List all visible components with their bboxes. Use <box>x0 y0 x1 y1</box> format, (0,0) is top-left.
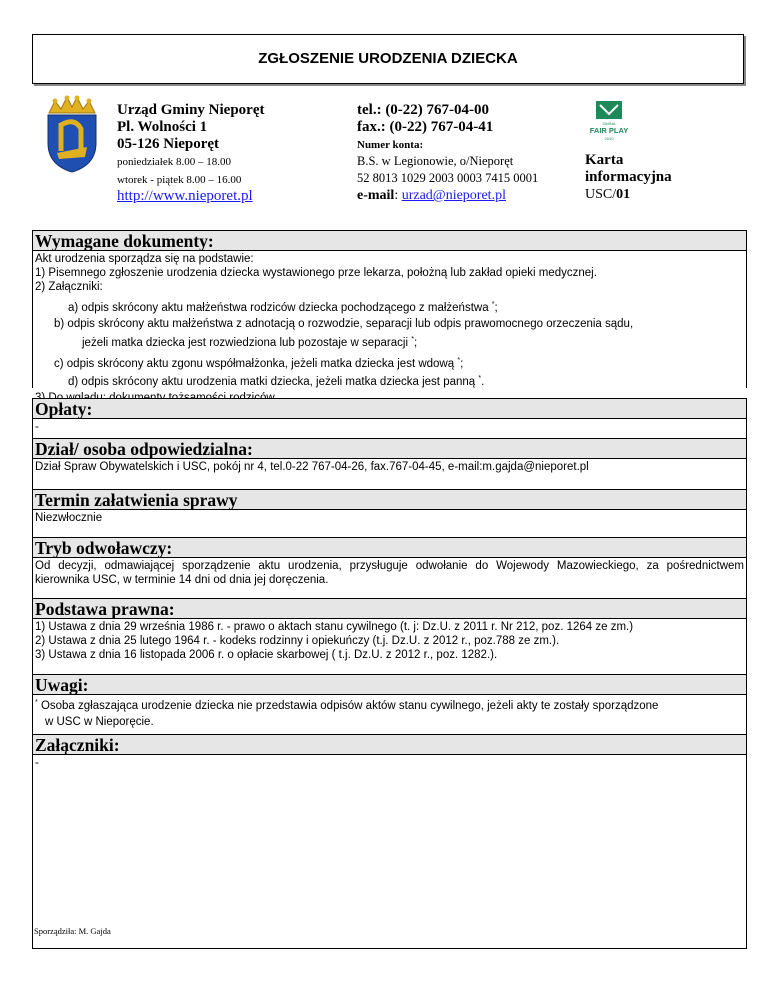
card-code <box>585 187 630 203</box>
section-body-department <box>32 459 747 489</box>
office-postal: 05-126 Nieporęt <box>117 136 220 152</box>
notes-line-2: w USC w Nieporęcie. <box>45 715 154 728</box>
section-heading-deadline: Termin załatwienia sprawy <box>32 489 747 510</box>
section-heading-department: Dział/ osoba odpowiedzialna: <box>32 438 747 459</box>
deadline-text: Niezwłocznie <box>35 512 103 524</box>
account-label: Numer konta: <box>357 139 424 151</box>
fair-play-text: FAIR PLAY <box>589 126 629 135</box>
section-body-attachments <box>32 755 747 948</box>
documents-item-2: 2) Załączniki: <box>35 281 103 293</box>
section-heading-documents: Wymagane dokumenty: <box>32 230 747 251</box>
card-code-prefix: USC/ <box>585 187 617 202</box>
documents-sub-d: d) odpis skrócony aktu urodzenia matki dziecka, jeżeli matka dziecka jest panną *. <box>68 375 485 389</box>
fax-number: fax.: (0-22) 767-04-41 <box>357 119 494 135</box>
phone-number: tel.: (0-22) 767-04-00 <box>357 102 490 118</box>
legal-line-1: 1) Ustawa z dnia 29 września 1986 r. - prawo o aktach stanu cywilnego (t. j: Dz.U. z 2011 r. Nr 212, poz. 1264 ze zm.) <box>35 621 634 633</box>
section-body-fees <box>32 419 747 438</box>
documents-item-1: 1) Pisemnego zgłoszenie urodzenia dziecka wystawionego prze lekarza, położną lub zakład opieki medycznej. <box>35 267 597 279</box>
legal-line-2: 2) Ustawa z dnia 25 lutego 1964 r. - kodeks rodzinny i opiekuńczy (t.j. Dz.U. z 2012 r., poz.788 ze zm.). <box>35 635 560 647</box>
office-address: Pl. Wolności 1 <box>117 119 208 135</box>
attachments-text: - <box>35 757 39 769</box>
fair-play-sub: 2010 <box>604 136 614 141</box>
documents-intro: Akt urodzenia sporządza się na podstawie: <box>35 253 254 265</box>
section-body-documents <box>32 251 747 388</box>
website-link[interactable]: http://www.nieporet.pl <box>117 188 253 204</box>
fees-text: - <box>35 421 39 433</box>
section-heading-notes: Uwagi: <box>32 674 747 695</box>
documents-sub-b-1: b) odpis skrócony aktu małżeństwa z adnotacją o rozwodzie, separacji lub odpis prawomocnego orzeczenia sądu, <box>54 317 634 330</box>
bank-name: B.S. w Legionowie, o/Nieporęt <box>357 154 514 168</box>
appeal-text: Od decyzji, odmawiającej sporządzenie aktu urodzenia, przysługuje odwołanie do Wojewody Mazowieckiego, za pośrednictwem kierownika USC, w terminie 14 dni od dnia jej doręczenia. <box>35 560 744 586</box>
bottom-border <box>32 948 747 949</box>
email-link[interactable]: urzad@nieporet.pl <box>401 188 506 203</box>
section-body-legal <box>32 619 747 674</box>
section-heading-appeal: Tryb odwoławczy: <box>32 537 747 558</box>
fair-play-logo-icon <box>596 101 622 119</box>
section-body-appeal <box>32 558 747 598</box>
documents-sub-c: c) odpis skrócony aktu zgonu współmałżonka, jeżeli matka dziecka jest wdową *; <box>54 356 464 370</box>
office-hours-2: wtorek - piątek 8.00 – 16.00 <box>117 174 242 186</box>
email-label: e-mail <box>357 188 395 203</box>
section-heading-attachments: Załączniki: <box>32 734 747 755</box>
documents-sub-a: a) odpis skrócony aktu małżeństwa rodziców dziecka pochodzącego z małżeństwa *; <box>68 301 498 314</box>
card-code-number: 01 <box>616 187 631 202</box>
department-text: Dział Spraw Obywatelskich i USC, pokój nr 4, tel.0-22 767-04-26, fax.767-04-45, e-mail:m.gajda@nieporet.pl <box>35 461 589 473</box>
legal-line-3: 3) Ustawa z dnia 16 listopada 2006 r. o opłacie skarbowej ( t.j. Dz.U. z 2012 r., poz. 1282.). <box>35 649 498 661</box>
prepared-by: Sporządziła: M. Gajda <box>34 926 111 936</box>
section-body-deadline <box>32 510 747 537</box>
section-heading-legal: Podstawa prawna: <box>32 598 747 619</box>
document-title: ZGŁOSZENIE URODZENIA DZIECKA <box>32 34 744 84</box>
notes-line-1: * Osoba zgłaszająca urodzenie dziecka nie przedstawia odpisów aktów stanu cywilnego, jeżeli akty te zostały sporządzone <box>35 699 659 712</box>
coat-of-arms-icon <box>45 95 99 173</box>
office-hours-1: poniedziałek 8.00 – 18.00 <box>117 156 231 168</box>
account-number: 52 8013 1029 2003 0003 7415 0001 <box>357 171 539 185</box>
email-line: e-mail: urzad@nieporet.pl <box>357 188 506 203</box>
fair-play-top: GMINA <box>602 121 616 126</box>
section-body-notes <box>32 695 747 734</box>
section-heading-fees: Opłaty: <box>32 398 747 419</box>
card-title-1: Karta <box>585 152 624 168</box>
card-title-2: informacyjna <box>585 169 672 185</box>
documents-sub-b-2: jeżeli matka dziecka jest rozwiedziona lub pozostaje w separacji *; <box>82 335 418 349</box>
office-name: Urząd Gminy Nieporęt <box>117 102 265 118</box>
